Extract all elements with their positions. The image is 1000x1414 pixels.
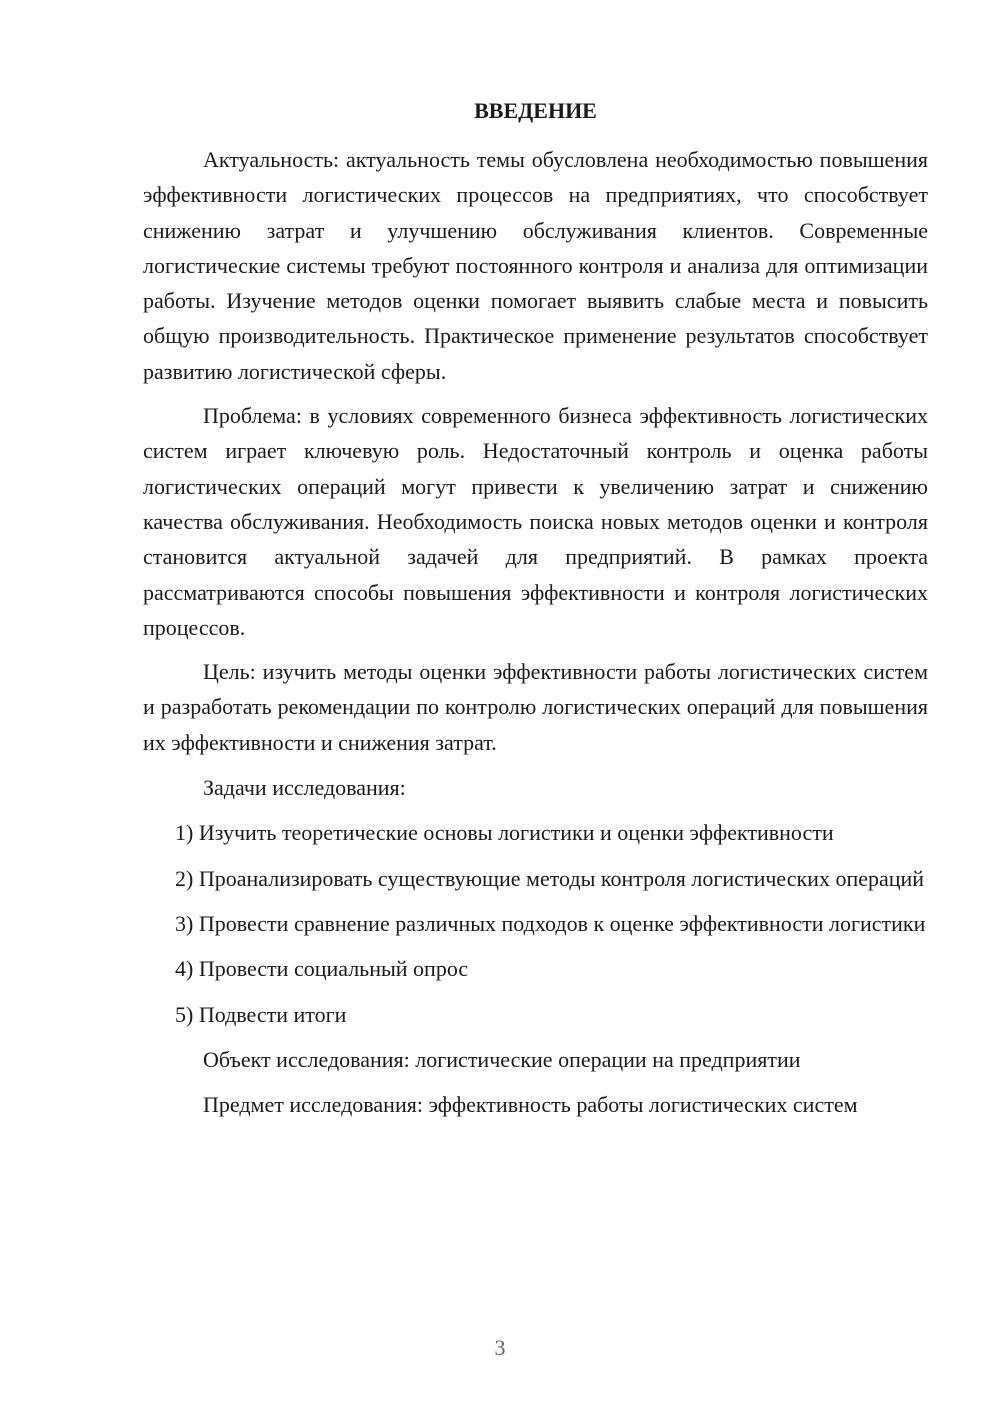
paragraph-object: Объект исследования: логистические операции на предприятии <box>203 1046 801 1072</box>
paragraph-relevance: Актуальность: актуальность темы обусловлена необходимостью повышения эффективности логистических процессов на предприятиях, что способствует снижению затрат и улучшению обслуживания клиентов. Современные логистические системы требуют постоянного контроля и анализа для оптимизации работы. Изучение методов оценки помогает выявить слабые места и повысить общую производительность. Практическое применение результатов способствует развитию логистической сферы. <box>143 147 928 384</box>
page-title: ВВЕДЕНИЕ <box>474 98 597 123</box>
tasks-heading: Задачи исследования: <box>203 775 406 801</box>
task-item-5: 5) Подвести итоги <box>175 1001 347 1027</box>
task-item-1: 1) Изучить теоретические основы логистики и оценки эффективности <box>175 820 834 846</box>
task-item-2: 2) Проанализировать существующие методы контроля логистических операций <box>175 865 925 891</box>
paragraph-goal: Цель: изучить методы оценки эффективности работы логистических систем и разработать рекомендации по контролю логистических операций для повышения их эффективности и снижения затрат. <box>143 659 928 755</box>
task-item-4: 4) Провести социальный опрос <box>175 956 469 982</box>
page-number: 3 <box>494 1335 506 1360</box>
document-body <box>143 142 928 1122</box>
paragraph-problem: Проблема: в условиях современного бизнеса эффективность логистических систем играет ключевую роль. Недостаточный контроль и оценка работы логистических операций могут привести к увеличению затрат и снижению качества обслуживания. Необходимость поиска новых методов оценки и контроля становится актуальной задачей для предприятий. В рамках проекта рассматриваются способы повышения эффективности и контроля логистических процессов. <box>143 403 928 640</box>
paragraph-subject: Предмет исследования: эффективность работы логистических систем <box>203 1092 858 1118</box>
task-item-3: 3) Провести сравнение различных подходов к оценке эффективности логистики <box>175 910 926 936</box>
